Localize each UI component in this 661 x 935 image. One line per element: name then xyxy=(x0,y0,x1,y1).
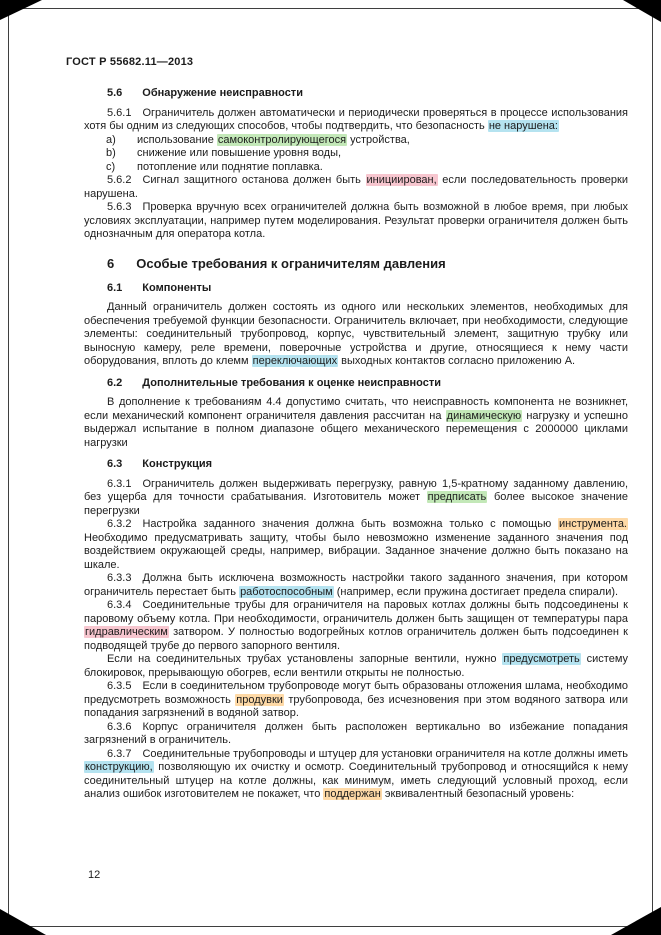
section-heading-5.6 xyxy=(84,87,628,101)
text-run: устройства, xyxy=(347,133,410,146)
section-heading-6.1 xyxy=(84,282,628,296)
highlighted-word: работоспособным xyxy=(240,585,333,598)
list-marker: b) xyxy=(106,147,116,159)
section-title: Конструкция xyxy=(142,458,213,470)
scan-corner-bottom-right xyxy=(611,907,661,935)
highlighted-word: не нарушена: xyxy=(488,120,558,132)
list-marker: c) xyxy=(106,160,116,173)
paragraph xyxy=(84,599,628,653)
highlighted-word: продувки xyxy=(236,693,283,706)
paragraph xyxy=(84,107,628,134)
section-number: 6.3 xyxy=(107,458,123,470)
text-run: затвором. У полностью водогрейных котлов ограничитель должен быть подсоединен к подводящей трубе до первого запорного вентиля. xyxy=(84,626,628,652)
text-run: если последовательность проверки нарушена. xyxy=(84,174,628,200)
text-run: трубопровода, без исчезновения при этом водяного затвора или попадания загрязнений в водяной затвор. xyxy=(84,693,628,719)
highlighted-word: динамическую xyxy=(446,409,522,422)
section-title: Компоненты xyxy=(142,281,212,294)
paragraph xyxy=(84,572,628,599)
highlighted-word: переключающих xyxy=(252,355,338,367)
text-run: потопление или поднятие поплавка. xyxy=(137,160,323,173)
text-run: эквивалентный безопасный уровень: xyxy=(381,788,575,800)
paragraph xyxy=(84,518,628,572)
text-run: 6.3.7 Соединительные трубопроводы и штуцер для установки ограничителя на котле должны иметь xyxy=(107,747,628,760)
highlighted-word: инициирован, xyxy=(366,174,437,186)
paragraph xyxy=(84,201,628,242)
text-run: снижение или повышение уровня воды, xyxy=(137,147,342,159)
paragraph xyxy=(84,396,628,450)
highlighted-word: гидравлическим xyxy=(85,626,168,638)
text-run: 5.6.2 Сигнал защитного останова должен быть xyxy=(107,174,366,186)
section-title: Обнаружение неисправности xyxy=(142,87,303,99)
paragraph xyxy=(84,174,628,201)
section-title: Дополнительные требования к оценке неисправности xyxy=(142,376,441,389)
text-run: 6.3.2 Настройка заданного значения должна быть возможна только с помощью xyxy=(107,518,559,530)
section-title: Особые требования к ограничителям давления xyxy=(136,255,446,271)
scan-corner-top-right xyxy=(623,0,661,22)
highlighted-word: предусмотреть xyxy=(503,653,580,665)
section-number: 6 xyxy=(107,255,115,271)
section-number: 6.1 xyxy=(107,281,123,294)
section-number: 6.2 xyxy=(107,376,123,389)
paragraph xyxy=(84,478,628,519)
text-run: 5.6.3 Проверка вручную всех ограничителей должна быть возможной в любое время, при любых условиях эксплуатации, например путем моделирования. Результат проверки ограничителя должен быть однозначным для оператора котла. xyxy=(84,201,628,240)
text-run: 6.3.4 Соединительные трубы для ограничителя на паровых котлах должны быть подсоединены к паровому объему котла. При необходимости, ограничитель должен быть защищен от температуры пара xyxy=(84,599,628,625)
page-number: 12 xyxy=(88,869,101,881)
highlighted-word: предписать xyxy=(427,491,487,503)
text-run: более высокое значение перегрузки xyxy=(84,491,628,517)
text-run: позволяющую их очистку и осмотр. Соединительный трубопровод и относящийся к нему соединительный штуцер на котле должны, как минимум, иметь следующий условный проход, если анализ ошибок изготовителем не покажет, что xyxy=(84,761,628,800)
scan-corner-bottom-left xyxy=(0,909,46,935)
text-run: 6.3.1 Ограничитель должен выдерживать перегрузку, равную 1,5-кратному заданному давлению, без ущерба для точности срабатывания. Изготовитель может xyxy=(84,477,628,503)
text-run: 6.3.6 Корпус ограничителя должен быть расположен вертикально во избежание попадания загрязнений в ограничитель. xyxy=(84,720,628,746)
list-item xyxy=(84,161,628,175)
paragraph xyxy=(84,680,628,721)
scan-corner-top-left xyxy=(0,0,42,20)
section-number: 5.6 xyxy=(107,87,123,99)
content xyxy=(84,79,628,802)
paragraph xyxy=(84,301,628,369)
text-run: В дополнение к требованиям 4.4 допустимо считать, что неисправность компонента не возникнет, если механический компонент ограничителя давления рассчитан на xyxy=(84,396,628,422)
text-run: выходных контактов согласно приложению А. xyxy=(338,355,576,367)
highlighted-word: конструкцию, xyxy=(85,761,153,773)
paragraph xyxy=(84,748,628,802)
paragraph xyxy=(84,721,628,748)
list-item xyxy=(84,134,628,148)
list-marker: a) xyxy=(106,133,116,146)
section-heading-6.2 xyxy=(84,377,628,391)
text-run: использование xyxy=(137,133,217,146)
highlighted-word: инструмента. xyxy=(559,518,627,530)
text-run: нагрузку и успешно выдержал испытание в полном диапазоне общего механического перемещения с 2000000 циклами нагрузки xyxy=(84,409,628,449)
text-run: 5.6.1 Ограничитель должен автоматически и периодически проверяться в процессе использования хотя бы одним из следующих способов, чтобы подтвердить, что безопасность xyxy=(84,106,628,132)
text-run: 6.3.3 Должна быть исключена возможность настройки такого заданного значения, при котором ограничитель перестает быть xyxy=(84,572,628,598)
section-heading-6.3 xyxy=(84,458,628,472)
document-header: ГОСТ Р 55682.11—2013 xyxy=(66,56,194,68)
section-heading-6 xyxy=(84,256,628,271)
text-run: 6.3.5 Если в соединительном трубопроводе могут быть образованы отложения шлама, необходимо предусмотреть возможность xyxy=(84,680,628,706)
text-run: систему блокировок, прерывающую обогрев, если вентили открыты не полностью. xyxy=(84,653,629,679)
highlighted-word: поддержан xyxy=(324,788,381,800)
highlighted-word: самоконтролирующегося xyxy=(217,133,347,146)
text-run: (например, если пружина достигает предела спирали). xyxy=(333,585,619,598)
paragraph xyxy=(84,653,628,680)
text-run: Если на соединительных трубах установлены запорные вентили, нужно xyxy=(107,653,503,665)
text-run: Данный ограничитель должен состоять из одного или нескольких элементов, необходимых для обеспечения требуемой функции безопасности. Ограничитель включает, при необходимости, следующие элементы: соединительный трубопровод, корпус, чувствительный элемент, защитную трубку или выносную камеру, реле времени, поверочные устройства и другие, относящиеся к нему части оборудования, вплоть до клемм xyxy=(84,301,628,367)
text-run: Необходимо предусматривать защиту, чтобы было невозможно изменение заданного значения под воздействием окружающей среды, например, вибрации. Заданное значение должно быть показано на шкале. xyxy=(84,531,628,571)
list-item xyxy=(84,147,628,161)
